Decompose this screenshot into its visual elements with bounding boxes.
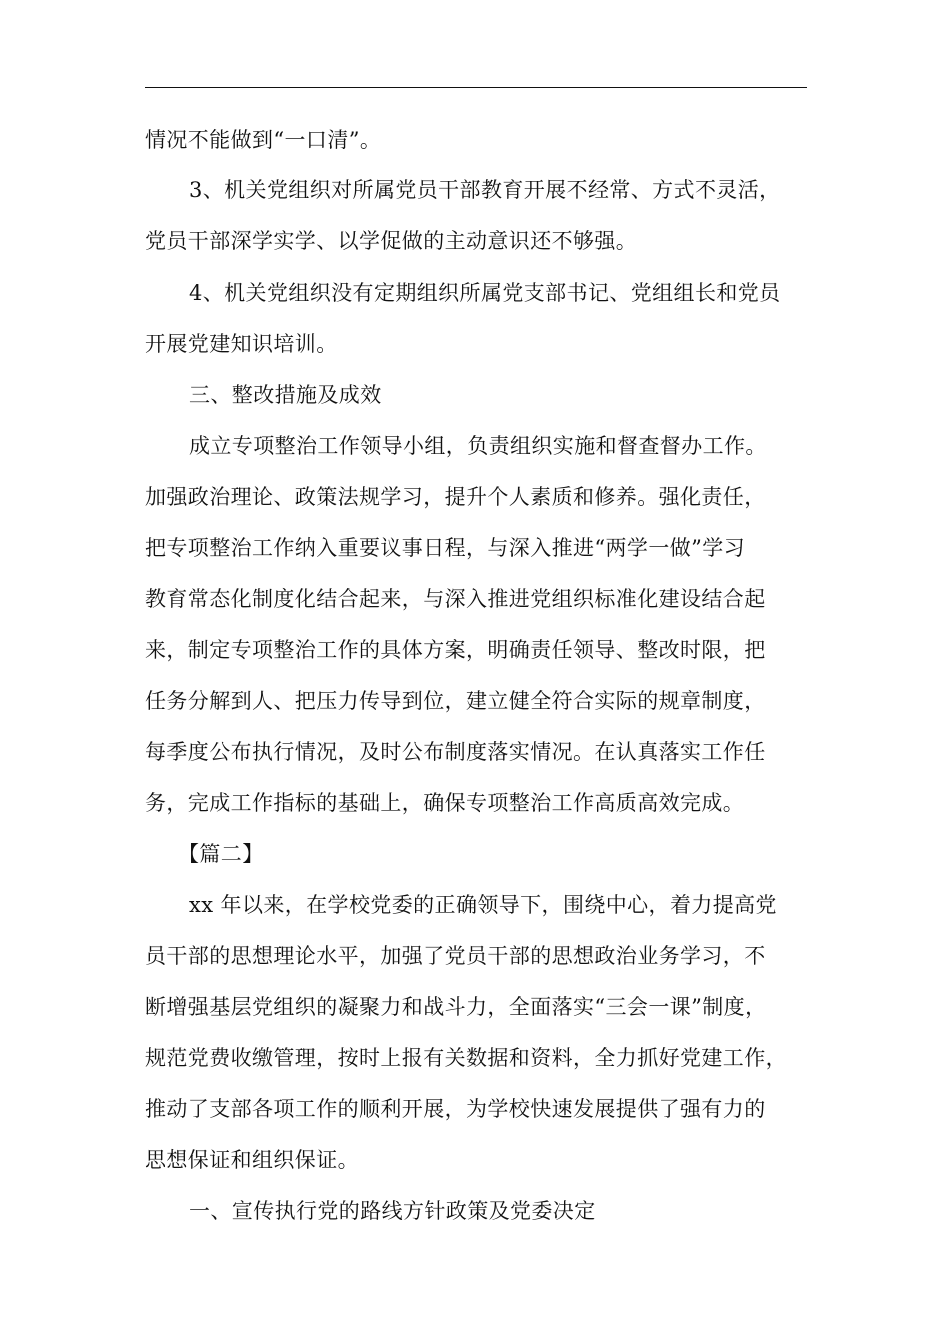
text-line: 规范党费收缴管理，按时上报有关数据和资料，全力抓好党建工作， <box>145 1046 787 1070</box>
text-line: 4、机关党组织没有定期组织所属党支部书记、党组组长和党员 <box>189 281 781 305</box>
text-line: 加强政治理论、政策法规学习，提升个人素质和修养。强化责任， <box>145 485 766 509</box>
part-heading: 【篇二】 <box>178 842 264 866</box>
text-line: xx 年以来，在学校党委的正确领导下，围绕中心，着力提高党 <box>189 893 777 917</box>
section-heading: 三、整改措施及成效 <box>189 383 382 407</box>
text-line: 3、机关党组织对所属党员干部教育开展不经常、方式不灵活， <box>189 178 781 202</box>
text-line: 教育常态化制度化结合起来，与深入推进党组织标准化建设结合起 <box>145 587 766 611</box>
text-line: 把专项整治工作纳入重要议事日程，与深入推进“两学一做”学习 <box>145 536 746 560</box>
header-rule <box>145 87 807 88</box>
text-line: 员干部的思想理论水平，加强了党员干部的思想政治业务学习，不 <box>145 944 766 968</box>
text-line: 务，完成工作指标的基础上，确保专项整治工作高质高效完成。 <box>145 791 745 815</box>
text-line: 党员干部深学实学、以学促做的主动意识还不够强。 <box>145 229 638 253</box>
text-line: 任务分解到人、把压力传导到位，建立健全符合实际的规章制度， <box>145 689 766 713</box>
text-line: 情况不能做到“一口清”。 <box>145 128 382 152</box>
text-line: 推动了支部各项工作的顺利开展，为学校快速发展提供了强有力的 <box>145 1097 766 1121</box>
text-line: 每季度公布执行情况，及时公布制度落实情况。在认真落实工作任 <box>145 740 766 764</box>
section-heading: 一、宣传执行党的路线方针政策及党委决定 <box>189 1199 596 1223</box>
text-line: 来，制定专项整治工作的具体方案，明确责任领导、整改时限，把 <box>145 638 766 662</box>
text-line: 开展党建知识培训。 <box>145 332 338 356</box>
text-line: 成立专项整治工作领导小组，负责组织实施和督查督办工作。 <box>189 434 767 458</box>
text-line: 断增强基层党组织的凝聚力和战斗力，全面落实“三会一课”制度， <box>145 995 767 1019</box>
text-line: 思想保证和组织保证。 <box>145 1148 359 1172</box>
